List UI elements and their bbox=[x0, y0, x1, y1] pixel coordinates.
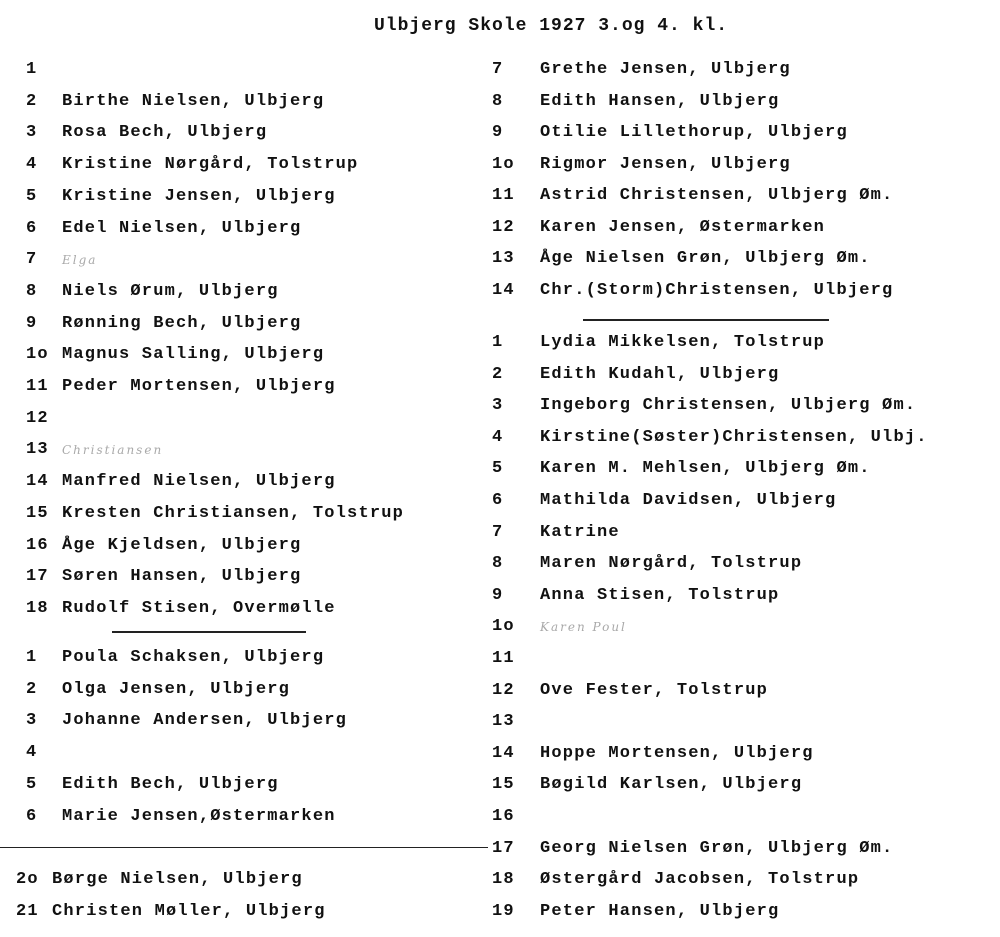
item-number: 15 bbox=[492, 775, 515, 795]
item-number: 1 bbox=[492, 333, 504, 352]
item-number: 5 bbox=[26, 186, 38, 206]
item-number: 19 bbox=[492, 901, 515, 921]
student-name: Peter Hansen, Ulbjerg bbox=[540, 901, 780, 921]
student-name: Ove Fester, Tolstrup bbox=[540, 680, 769, 700]
student-name: Peder Mortensen, Ulbjerg bbox=[62, 377, 336, 396]
item-number: 7 bbox=[492, 60, 504, 79]
handwritten-name: Christiansen bbox=[62, 443, 164, 458]
student-name: Johanne Andersen, Ulbjerg bbox=[62, 711, 348, 731]
right-divider bbox=[583, 319, 829, 321]
item-number: 13 bbox=[492, 249, 515, 268]
item-number: 1 bbox=[26, 60, 38, 79]
item-number: 8 bbox=[492, 554, 504, 574]
student-name: Ingeborg Christensen, Ulbjerg Øm. bbox=[540, 396, 917, 416]
student-name: Børge Nielsen, Ulbjerg bbox=[52, 870, 303, 889]
item-number: 21 bbox=[16, 901, 39, 921]
item-number: 2 bbox=[492, 364, 504, 384]
item-number: 4 bbox=[26, 743, 38, 763]
student-name: Edith Bech, Ulbjerg bbox=[62, 774, 279, 794]
item-number: 14 bbox=[26, 472, 49, 492]
student-name: Olga Jensen, Ulbjerg bbox=[62, 679, 291, 699]
item-number: 5 bbox=[26, 774, 38, 794]
item-number: 11 bbox=[492, 186, 515, 205]
item-number: 14 bbox=[492, 280, 515, 300]
item-number: 6 bbox=[492, 491, 504, 510]
student-name: Edith Kudahl, Ulbjerg bbox=[540, 364, 780, 384]
student-name: Georg Nielsen Grøn, Ulbjerg Øm. bbox=[540, 838, 894, 858]
student-name: Åge Nielsen Grøn, Ulbjerg Øm. bbox=[540, 249, 871, 268]
student-name: Rigmor Jensen, Ulbjerg bbox=[540, 154, 791, 174]
item-number: 11 bbox=[26, 377, 49, 396]
student-name: Anna Stisen, Tolstrup bbox=[540, 585, 780, 605]
student-name: Grethe Jensen, Ulbjerg bbox=[540, 60, 791, 79]
student-name: Niels Ørum, Ulbjerg bbox=[62, 281, 279, 301]
student-name: Marie Jensen,Østermarken bbox=[62, 806, 336, 826]
item-number: 9 bbox=[492, 123, 504, 142]
item-number: 9 bbox=[26, 313, 38, 333]
item-number: 8 bbox=[492, 91, 504, 111]
item-number: 1o bbox=[26, 345, 49, 365]
student-name: Katrine bbox=[540, 522, 620, 542]
item-number: 3 bbox=[492, 396, 504, 416]
item-number: 2 bbox=[26, 679, 38, 699]
student-name: Bøgild Karlsen, Ulbjerg bbox=[540, 775, 803, 795]
student-name: Karen Jensen, Østermarken bbox=[540, 217, 826, 237]
item-number: 1o bbox=[492, 154, 515, 174]
student-name: Otilie Lillethorup, Ulbjerg bbox=[540, 123, 848, 142]
item-number: 17 bbox=[26, 567, 49, 587]
item-number: 15 bbox=[26, 503, 49, 523]
item-number: 12 bbox=[492, 217, 515, 237]
student-name: Kirstine(Søster)Christensen, Ulbj. bbox=[540, 427, 928, 447]
student-name: Poula Schaksen, Ulbjerg bbox=[62, 648, 325, 667]
item-number: 7 bbox=[26, 250, 38, 270]
handwritten-name: Karen Poul bbox=[540, 620, 627, 635]
item-number: 7 bbox=[492, 522, 504, 542]
item-number: 13 bbox=[492, 712, 515, 732]
student-name: Edith Hansen, Ulbjerg bbox=[540, 91, 780, 111]
full-width-divider bbox=[0, 847, 488, 848]
student-name: Christen Møller, Ulbjerg bbox=[52, 901, 326, 921]
item-number: 9 bbox=[492, 585, 504, 605]
item-number: 16 bbox=[492, 807, 515, 826]
student-name: Astrid Christensen, Ulbjerg Øm. bbox=[540, 186, 894, 205]
handwritten-name: Elga bbox=[62, 253, 98, 268]
item-number: 2 bbox=[26, 91, 38, 111]
item-number: 4 bbox=[26, 155, 38, 175]
item-number: 4 bbox=[492, 427, 504, 447]
item-number: 2o bbox=[16, 870, 39, 889]
student-name: Hoppe Mortensen, Ulbjerg bbox=[540, 743, 814, 763]
item-number: 3 bbox=[26, 123, 38, 143]
student-name: Kresten Christiansen, Tolstrup bbox=[62, 503, 405, 523]
page-title: Ulbjerg Skole 1927 3.og 4. kl. bbox=[374, 16, 729, 36]
item-number: 18 bbox=[26, 598, 49, 618]
student-name: Østergård Jacobsen, Tolstrup bbox=[540, 870, 860, 890]
item-number: 12 bbox=[26, 408, 49, 428]
student-name: Birthe Nielsen, Ulbjerg bbox=[62, 91, 325, 111]
student-name: Mathilda Davidsen, Ulbjerg bbox=[540, 491, 837, 510]
student-name: Manfred Nielsen, Ulbjerg bbox=[62, 472, 336, 492]
item-number: 6 bbox=[26, 218, 38, 238]
student-name: Lydia Mikkelsen, Tolstrup bbox=[540, 333, 826, 352]
left-divider bbox=[112, 631, 306, 633]
student-name: Maren Nørgård, Tolstrup bbox=[540, 554, 803, 574]
student-name: Karen M. Mehlsen, Ulbjerg Øm. bbox=[540, 459, 871, 479]
item-number: 8 bbox=[26, 281, 38, 301]
student-name: Magnus Salling, Ulbjerg bbox=[62, 345, 325, 365]
item-number: 12 bbox=[492, 680, 515, 700]
item-number: 14 bbox=[492, 743, 515, 763]
student-name: Chr.(Storm)Christensen, Ulbjerg bbox=[540, 280, 894, 300]
item-number: 6 bbox=[26, 806, 38, 826]
student-name: Edel Nielsen, Ulbjerg bbox=[62, 218, 302, 238]
student-name: Kristine Nørgård, Tolstrup bbox=[62, 155, 359, 175]
student-name: Rosa Bech, Ulbjerg bbox=[62, 123, 268, 143]
item-number: 11 bbox=[492, 649, 515, 668]
item-number: 18 bbox=[492, 870, 515, 890]
item-number: 5 bbox=[492, 459, 504, 479]
student-name: Rudolf Stisen, Overmølle bbox=[62, 598, 336, 618]
item-number: 16 bbox=[26, 535, 49, 555]
student-name: Rønning Bech, Ulbjerg bbox=[62, 313, 302, 333]
student-name: Åge Kjeldsen, Ulbjerg bbox=[62, 535, 302, 555]
item-number: 1o bbox=[492, 617, 515, 637]
item-number: 3 bbox=[26, 711, 38, 731]
item-number: 13 bbox=[26, 440, 49, 460]
student-name: Søren Hansen, Ulbjerg bbox=[62, 567, 302, 587]
item-number: 1 bbox=[26, 648, 38, 667]
student-name: Kristine Jensen, Ulbjerg bbox=[62, 186, 336, 206]
item-number: 17 bbox=[492, 838, 515, 858]
